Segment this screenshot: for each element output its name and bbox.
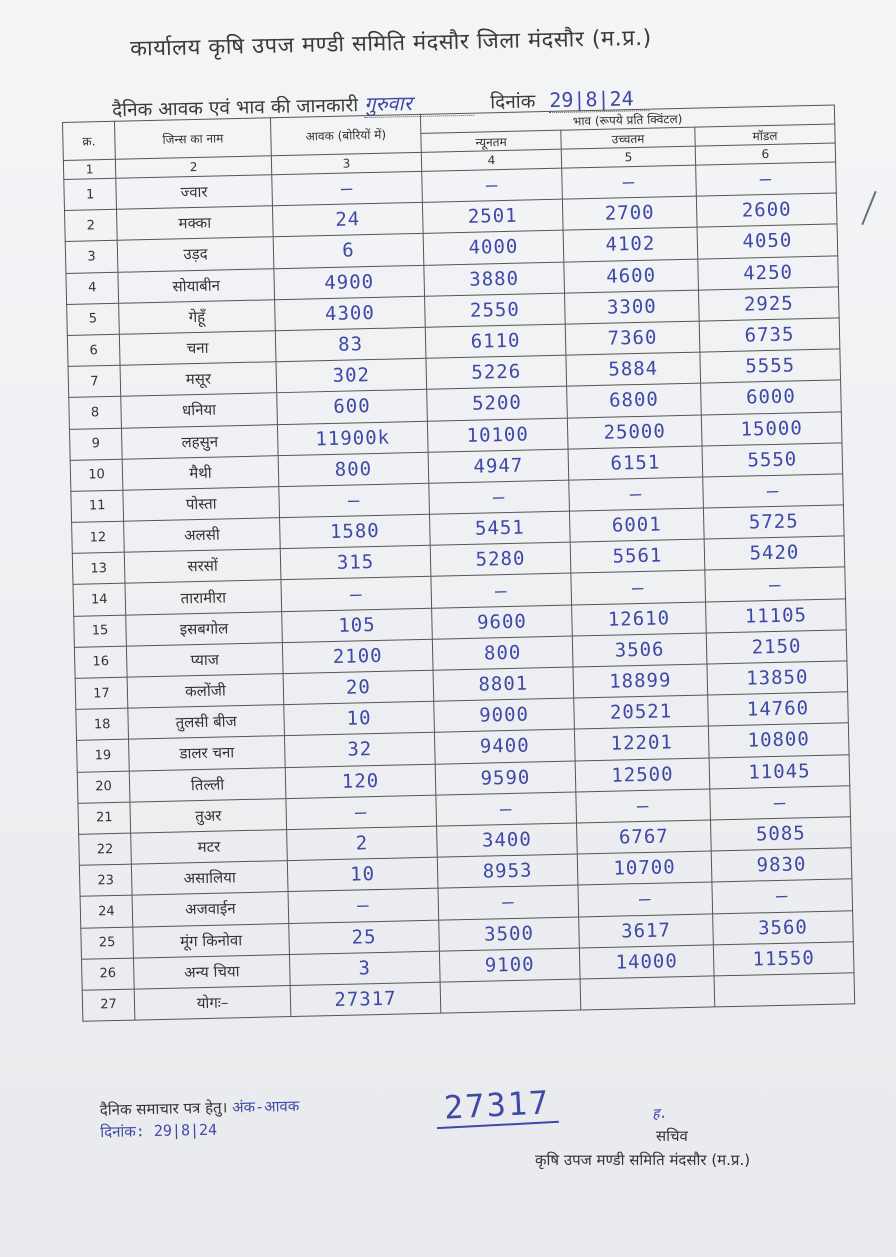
- row-modal-price: 4250: [698, 255, 839, 289]
- signatory-title: सचिव: [656, 1127, 688, 1145]
- row-max-price: 12610: [572, 602, 707, 636]
- row-max-price: 4102: [563, 227, 698, 261]
- row-min-price: 10100: [427, 418, 568, 452]
- colnum-4: 4: [421, 149, 561, 171]
- total-sn: 27: [82, 989, 135, 1021]
- footer-note-label: दैनिक समाचार पत्र हेतु।: [99, 1098, 228, 1120]
- row-modal-price: 3560: [713, 910, 854, 944]
- row-arrival: –: [286, 795, 437, 830]
- row-sn: 23: [79, 864, 132, 896]
- row-sn: 22: [79, 833, 132, 865]
- date-label: दिनांक: [490, 90, 536, 114]
- row-modal-price: 6000: [701, 380, 842, 414]
- row-sn: 21: [78, 802, 131, 834]
- row-max-price: 12201: [574, 726, 709, 760]
- row-max-price: –: [562, 165, 697, 199]
- row-modal-price: 13850: [707, 661, 848, 695]
- footer-note-handwritten: अंक-आवक: [231, 1096, 300, 1117]
- row-sn: 15: [74, 615, 127, 647]
- row-sn: 14: [73, 584, 126, 616]
- row-min-price: 5451: [429, 511, 570, 545]
- row-arrival: 32: [284, 733, 435, 768]
- office-name: कृषि उपज मण्डी समिति मंदसौर (म.प्र.): [535, 1151, 751, 1169]
- row-sn: 4: [66, 272, 119, 304]
- row-max-price: 12500: [575, 758, 710, 792]
- row-min-price: 2501: [422, 199, 563, 233]
- row-arrival: –: [288, 888, 439, 923]
- row-modal-price: 5725: [703, 505, 844, 539]
- header-price-group: भाव (रूपये प्रति क्विंटल): [420, 105, 834, 133]
- row-sn: 9: [69, 428, 122, 460]
- row-sn: 3: [65, 241, 118, 273]
- colnum-2: 2: [115, 156, 271, 179]
- row-modal-price: 6735: [699, 318, 840, 352]
- table-body: [64, 162, 854, 990]
- row-max-price: 18899: [573, 664, 708, 698]
- row-max-price: 4600: [564, 259, 699, 293]
- row-modal-price: 5085: [711, 817, 852, 851]
- total-label: योगः–: [134, 985, 291, 1020]
- total-empty-max: [580, 976, 715, 1010]
- row-min-price: 9590: [435, 761, 576, 795]
- row-arrival: 600: [277, 390, 428, 425]
- row-max-price: 6151: [568, 446, 703, 480]
- row-sn: 7: [68, 365, 121, 397]
- row-max-price: –: [569, 477, 704, 511]
- row-modal-price: –: [712, 879, 853, 913]
- row-max-price: –: [576, 789, 711, 823]
- row-max-price: 10700: [577, 851, 712, 885]
- row-modal-price: –: [703, 474, 844, 508]
- row-arrival: –: [272, 171, 423, 206]
- row-max-price: 6767: [577, 820, 712, 854]
- row-modal-price: 9830: [711, 848, 852, 882]
- row-commodity-name: लहसुन: [121, 424, 278, 459]
- row-arrival: –: [279, 483, 430, 518]
- header-sn: क्र.: [63, 121, 116, 160]
- row-arrival: 302: [276, 358, 427, 393]
- row-arrival: 800: [278, 452, 429, 487]
- footer-note: [100, 1096, 300, 1142]
- row-min-price: –: [436, 792, 577, 826]
- row-sn: 11: [71, 490, 124, 522]
- row-arrival: 105: [282, 608, 433, 643]
- row-modal-price: –: [705, 567, 846, 601]
- row-min-price: 800: [432, 636, 573, 670]
- row-sn: 16: [74, 646, 127, 678]
- row-modal-price: 5555: [700, 349, 841, 383]
- row-max-price: 6001: [569, 508, 704, 542]
- row-sn: 18: [76, 708, 129, 740]
- row-max-price: 2700: [562, 196, 697, 230]
- row-sn: 20: [77, 771, 130, 803]
- row-commodity-name: मैथी: [122, 455, 279, 490]
- row-commodity-name: मसूर: [120, 362, 277, 397]
- row-arrival: 10: [284, 701, 435, 736]
- row-sn: 8: [69, 397, 122, 429]
- row-modal-price: 10800: [708, 723, 849, 757]
- row-min-price: 4947: [428, 449, 569, 483]
- row-min-price: 9400: [434, 729, 575, 763]
- footer-date-handwritten: दिनांक: 29|8|24: [100, 1120, 218, 1142]
- row-modal-price: 5420: [704, 536, 845, 570]
- header-modal: मॉडल: [695, 124, 835, 146]
- margin-pen-mark: [861, 191, 876, 225]
- price-table-container: [62, 104, 856, 1089]
- row-commodity-name: तुलसी बीज: [128, 705, 285, 740]
- row-max-price: –: [571, 570, 706, 604]
- row-min-price: 3400: [437, 823, 578, 857]
- row-commodity-name: मटर: [131, 830, 288, 865]
- total-empty-modal: [714, 973, 855, 1007]
- header-max: उच्चतम: [561, 127, 695, 149]
- row-commodity-name: अजवाईन: [132, 892, 289, 927]
- total-empty-min: [440, 979, 581, 1013]
- row-sn: 25: [81, 927, 134, 959]
- colnum-5: 5: [561, 146, 695, 168]
- row-commodity-name: इसबगोल: [126, 611, 283, 646]
- header-name: जिन्स का नाम: [114, 118, 271, 160]
- row-commodity-name: तिल्ली: [129, 767, 286, 802]
- date-handwritten: 29|8|24: [549, 86, 650, 113]
- row-min-price: –: [438, 885, 579, 919]
- row-max-price: 14000: [579, 945, 714, 979]
- row-min-price: 5226: [426, 355, 567, 389]
- row-min-price: 9100: [439, 948, 580, 982]
- row-sn: 19: [77, 740, 130, 772]
- row-max-price: 7360: [565, 321, 700, 355]
- row-arrival: 25: [289, 920, 440, 955]
- row-sn: 24: [80, 895, 133, 927]
- row-min-price: –: [429, 480, 570, 514]
- row-min-price: –: [431, 574, 572, 608]
- row-arrival: 6: [273, 234, 424, 269]
- row-min-price: 3500: [439, 916, 580, 950]
- total-value: 27317: [290, 982, 441, 1016]
- row-min-price: 9000: [434, 698, 575, 732]
- subtitle-text: दैनिक आवक एवं भाव की जानकारी: [111, 94, 359, 122]
- signature: ह.: [651, 1105, 669, 1123]
- row-arrival: 83: [275, 327, 426, 362]
- price-table: [62, 104, 855, 1021]
- row-arrival: 2: [287, 826, 438, 861]
- row-sn: 13: [72, 552, 125, 584]
- row-sn: 17: [75, 677, 128, 709]
- row-min-price: –: [422, 168, 563, 202]
- header-arrival: आवक (बोरियों में): [270, 114, 421, 155]
- row-modal-price: 15000: [701, 411, 842, 445]
- row-commodity-name: धनिया: [121, 393, 278, 428]
- row-modal-price: 2150: [706, 630, 847, 664]
- row-min-price: 3880: [424, 262, 565, 296]
- row-arrival: 1580: [280, 514, 431, 549]
- row-commodity-name: सरसों: [124, 549, 281, 584]
- row-min-price: 8801: [433, 667, 574, 701]
- row-sn: 26: [81, 958, 134, 990]
- row-max-price: 6800: [567, 383, 702, 417]
- row-min-price: 9600: [432, 605, 573, 639]
- row-arrival: 3: [289, 951, 440, 986]
- row-arrival: –: [281, 577, 432, 612]
- row-max-price: 3506: [572, 633, 707, 667]
- day-handwritten: गुरुवार: [364, 88, 475, 118]
- row-modal-price: 11105: [706, 598, 847, 632]
- row-commodity-name: ज्वार: [116, 175, 273, 210]
- row-sn: 12: [72, 521, 125, 553]
- row-modal-price: 4050: [697, 224, 838, 258]
- row-modal-price: –: [710, 786, 851, 820]
- row-commodity-name: असालिया: [131, 861, 288, 896]
- colnum-6: 6: [695, 143, 835, 165]
- row-modal-price: –: [696, 162, 837, 196]
- row-max-price: 3617: [579, 913, 714, 947]
- row-modal-price: 2925: [698, 287, 839, 321]
- row-commodity-name: डालर चना: [129, 736, 286, 771]
- row-max-price: 3300: [565, 290, 700, 324]
- row-sn: 10: [70, 459, 123, 491]
- row-arrival: 10: [287, 857, 438, 892]
- row-arrival: 20: [283, 670, 434, 705]
- row-commodity-name: कलोंजी: [127, 674, 284, 709]
- row-commodity-name: प्याज: [126, 642, 283, 677]
- row-max-price: 5561: [570, 539, 705, 573]
- row-sn: 2: [65, 209, 118, 241]
- row-min-price: 2550: [425, 293, 566, 327]
- row-max-price: 20521: [574, 695, 709, 729]
- footer-big-total: 27317: [435, 1083, 559, 1129]
- row-min-price: 8953: [437, 854, 578, 888]
- row-sn: 5: [67, 303, 120, 335]
- row-modal-price: 11550: [713, 941, 854, 975]
- colnum-3: 3: [271, 152, 421, 174]
- row-max-price: –: [578, 882, 713, 916]
- row-arrival: 4900: [274, 265, 425, 300]
- row-commodity-name: मक्का: [116, 206, 273, 241]
- row-commodity-name: अलसी: [124, 518, 281, 553]
- row-min-price: 5280: [430, 542, 571, 576]
- row-min-price: 4000: [423, 231, 564, 265]
- row-arrival: 2100: [282, 639, 433, 674]
- row-sn: 6: [67, 334, 120, 366]
- colnum-1: 1: [63, 159, 115, 179]
- row-sn: 1: [64, 178, 117, 210]
- row-commodity-name: अन्य चिया: [133, 954, 290, 989]
- row-min-price: 6110: [425, 324, 566, 358]
- row-min-price: 5200: [427, 386, 568, 420]
- row-commodity-name: गेहूँ: [119, 299, 276, 334]
- row-max-price: 5884: [566, 352, 701, 386]
- row-arrival: 4300: [275, 296, 426, 331]
- row-arrival: 24: [272, 203, 423, 238]
- row-arrival: 120: [285, 764, 436, 799]
- row-commodity-name: पोस्ता: [123, 487, 280, 522]
- header-min: न्यूनतम: [421, 130, 561, 152]
- row-modal-price: 5550: [702, 443, 843, 477]
- row-modal-price: 11045: [709, 754, 850, 788]
- row-commodity-name: तुअर: [130, 798, 287, 833]
- row-max-price: 25000: [567, 415, 702, 449]
- row-commodity-name: सोयाबीन: [118, 268, 275, 303]
- row-commodity-name: तारामीरा: [125, 580, 282, 615]
- row-arrival: 11900k: [277, 421, 428, 456]
- row-modal-price: 14760: [708, 692, 849, 726]
- row-commodity-name: मूंग किनोवा: [133, 923, 290, 958]
- row-commodity-name: चना: [119, 331, 276, 366]
- document-title: कार्यालय कृषि उपज मण्डी समिति मंदसौर जिला मंदसौर (म.प्र.): [129, 25, 652, 62]
- row-arrival: 315: [280, 546, 431, 581]
- row-modal-price: 2600: [696, 193, 837, 227]
- row-commodity-name: उड़द: [117, 237, 274, 272]
